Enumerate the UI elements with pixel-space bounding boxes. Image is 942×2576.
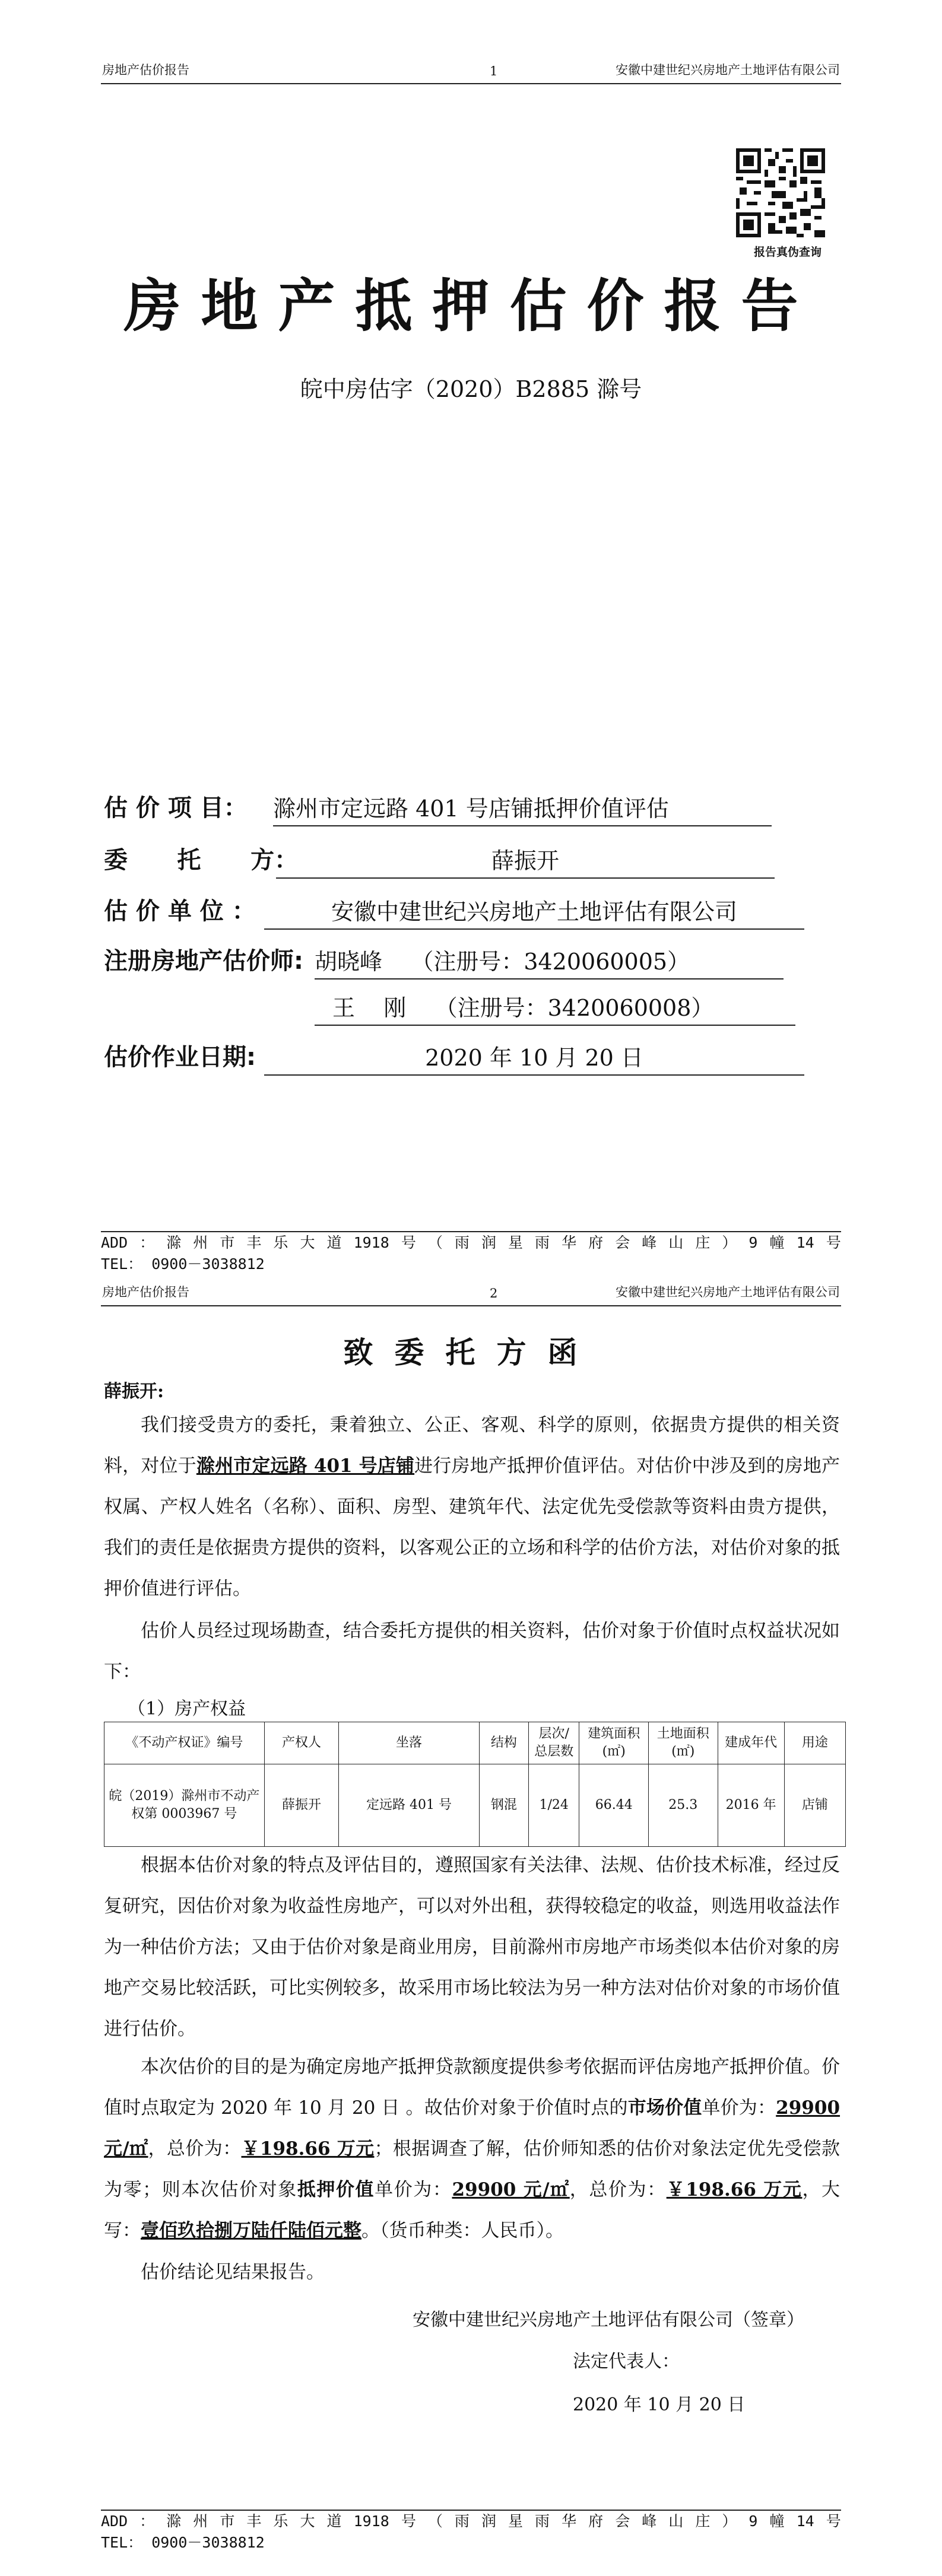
footer-address-part: 号 xyxy=(826,1234,841,1251)
footer-address-part: 会 xyxy=(615,2513,630,2530)
p4-i: 单价为： xyxy=(375,2179,452,2200)
page-header xyxy=(101,59,841,84)
signature-company: 安徽中建世纪兴房地产土地评估有限公司（签章） xyxy=(413,2310,804,2330)
letter-title: 致委托方函 xyxy=(343,1335,599,1370)
footer-address-part: 14 xyxy=(796,2513,814,2530)
footer-address-part: ： xyxy=(139,1234,155,1251)
paragraph-2: 估价人员经过现场勘查，结合委托方提供的相关资料，估价对象于价值时点权益状况如下： xyxy=(104,1620,840,1683)
footer-address-part: 滁 xyxy=(166,2513,182,2530)
footer-address-part: 丰 xyxy=(246,2513,262,2530)
p4-g: ；根据调查了解，估价师知悉的估价对象法定优先受偿款为零；则本次估价对象 xyxy=(104,2138,840,2200)
footer-address-part: 华 xyxy=(562,1234,577,1251)
p4-c: 单价为： xyxy=(702,2097,776,2119)
paragraph-1 xyxy=(104,1405,840,1610)
paragraph-5: 估价结论见结果报告。 xyxy=(141,2262,325,2283)
footer-address-part: 庄 xyxy=(695,1234,711,1251)
footer-address-part: 1918 xyxy=(353,2513,389,2530)
project-label: 估 价 项 目： xyxy=(104,794,248,822)
addressee: 薛振开: xyxy=(104,1381,164,1402)
property-rights-table xyxy=(104,1722,846,1847)
footer-address-part: 滁 xyxy=(166,1234,182,1251)
appraiser-2: 王 刚 （注册号：3420060008） xyxy=(315,990,795,1026)
page-footer xyxy=(101,2510,841,2553)
footer-address-part: 幢 xyxy=(769,2513,785,2530)
footer-address-part: 山 xyxy=(668,2513,684,2530)
date-label: 估价作业日期: xyxy=(104,1044,256,1071)
footer-address-part: 府 xyxy=(588,1234,604,1251)
footer-address-part: 大 xyxy=(300,1234,315,1251)
p4-o: 。（货币种类：人民币）。 xyxy=(361,2220,564,2241)
header-right: 安徽中建世纪兴房地产土地评估有限公司 xyxy=(616,63,840,77)
client-label xyxy=(104,841,299,875)
cell-land-area: 25.3 xyxy=(649,1764,718,1847)
col-location: 坐落 xyxy=(339,1722,479,1764)
footer-address-part: 9 xyxy=(748,2513,758,2530)
table-row xyxy=(104,1764,846,1847)
client-value: 薛振开 xyxy=(276,842,775,879)
cell-year: 2016 年 xyxy=(718,1764,784,1847)
signature-date: 2020 年 10 月 20 日 xyxy=(573,2394,746,2415)
p4-m: ，大写： xyxy=(104,2179,840,2241)
header-page-number: 1 xyxy=(490,64,498,78)
project-value: 滁州市定远路 401 号店铺抵押价值评估 xyxy=(273,790,772,826)
footer-address-part: 雨 xyxy=(535,2513,550,2530)
footer-address-part: ： xyxy=(139,2513,155,2530)
unit-label: 估 价 单 位 ： xyxy=(104,898,256,925)
date-value: 2020 年 10 月 20 日 xyxy=(264,1039,804,1076)
footer-address-part: 幢 xyxy=(769,1234,785,1251)
table-header-row xyxy=(104,1722,846,1764)
footer-address xyxy=(101,2511,841,2532)
col-year: 建成年代 xyxy=(718,1722,784,1764)
col-structure: 结构 xyxy=(479,1722,528,1764)
signature-representative: 法定代表人： xyxy=(573,2351,680,2372)
col-cert-no: 《不动产权证》编号 xyxy=(104,1722,265,1764)
cell-cert-no: 皖（2019）滁州市不动产权第 0003967 号 xyxy=(104,1764,265,1847)
p4-mortgage-unit-price: 29900 元/㎡ xyxy=(452,2179,570,2200)
cell-use: 店铺 xyxy=(784,1764,845,1847)
col-building-area: 建筑面积(㎡) xyxy=(579,1722,649,1764)
footer-address-part: 号 xyxy=(826,2513,841,2530)
footer-address-part: ADD xyxy=(101,2513,128,2530)
p4-mortgage-total: ￥198.66 万元 xyxy=(666,2179,803,2200)
col-land-area: 土地面积(㎡) xyxy=(649,1722,718,1764)
p1-text-a: 我们接受贵方的委托，秉着独立、公正、客观、科学的原则，依据贵方提供的相关资料，对位于 xyxy=(104,1414,840,1477)
footer-address-part: 大 xyxy=(300,2513,315,2530)
header-page-number: 2 xyxy=(490,1286,498,1300)
footer-address-part: 雨 xyxy=(454,2513,470,2530)
footer-address-part: 星 xyxy=(508,1234,524,1251)
appraiser-1: 胡晓峰 （注册号：3420060005） xyxy=(315,943,784,979)
footer-address-part: 1918 xyxy=(353,1234,389,1251)
footer-address-part: （ xyxy=(427,1234,443,1251)
cell-building-area: 66.44 xyxy=(579,1764,649,1847)
page-header xyxy=(101,1281,841,1306)
footer-address-part: 会 xyxy=(615,1234,630,1251)
footer-address-part: 州 xyxy=(193,1234,208,1251)
footer-address-part: 山 xyxy=(668,1234,684,1251)
qr-code-icon xyxy=(736,148,825,237)
report-title: 房地产抵押估价报告 xyxy=(123,273,819,339)
rights-subheading: （1）房产权益 xyxy=(128,1699,246,1719)
footer-address-part: 乐 xyxy=(273,2513,288,2530)
footer-address-part: ） xyxy=(722,2513,737,2530)
cell-location: 定远路 401 号 xyxy=(339,1764,479,1847)
paragraph-3: 根据本估价对象的特点及评估目的，遵照国家有关法律、法规、估价技术标准，经过反复研究，因估价对象为收益性房地产，可以对外出租，获得较稳定的收益，则选用收益法作为一种估价方法；又由于估价对象是商业用房，目前滁州市房地产市场类似本估价对象的房地产交易比较活跃，可比实例较多，故采用市场比较法为另一种方法对估价对象的市场价值进行估价。 xyxy=(104,1855,840,2040)
header-left: 房地产估价报告 xyxy=(102,63,189,77)
p4-market-value: 市场价值 xyxy=(627,2097,702,2119)
footer-address-part: 道 xyxy=(326,2513,342,2530)
client-label-text: 委 托 方： xyxy=(104,847,299,874)
page-footer xyxy=(101,1231,841,1275)
footer-address-part: 雨 xyxy=(454,1234,470,1251)
footer-address-part: 市 xyxy=(220,2513,235,2530)
footer-address-part: 州 xyxy=(193,2513,208,2530)
footer-address-part: 道 xyxy=(326,1234,342,1251)
footer-address-part: 号 xyxy=(401,1234,416,1251)
letter-page xyxy=(0,1281,942,2576)
cover-page xyxy=(0,0,942,1281)
cell-floors: 1/24 xyxy=(528,1764,579,1847)
footer-tel: TEL： 0900－3038812 xyxy=(101,2534,265,2551)
p1-text-c: 进行房地产抵押价值评估。对估价中涉及到的房地产权属、产权人姓名（名称）、面积、房型、建筑年代、法定优先受偿款等资料由贵方提供，我们的责任是依据贵方提供的资料，以客观公正的立场和科学的估价方法，对估价对象的抵押价值进行评估。 xyxy=(104,1455,840,1599)
footer-address-part: 润 xyxy=(481,2513,496,2530)
footer-address-part: 14 xyxy=(796,1234,814,1251)
footer-address-part: 星 xyxy=(508,2513,524,2530)
footer-address-part: ADD xyxy=(101,1234,128,1251)
footer-address-part: 庄 xyxy=(695,2513,711,2530)
unit-value: 安徽中建世纪兴房地产土地评估有限公司 xyxy=(264,893,804,930)
footer-address-part: 华 xyxy=(562,2513,577,2530)
footer-address-part: 峰 xyxy=(642,2513,657,2530)
footer-address-part: 市 xyxy=(220,1234,235,1251)
p4-amount-in-words: 壹佰玖拾捌万陆仟陆佰元整 xyxy=(141,2220,361,2241)
p4-a: 本次估价的目的是为确定房地产抵押贷款额度提供参考依据而评估房地产抵押价值。价值时点取定为 2020 年 10 月 20 日 。故估价对象于价值时点的 xyxy=(104,2056,840,2119)
footer-address-part: 乐 xyxy=(273,1234,288,1251)
col-use: 用途 xyxy=(784,1722,845,1764)
footer-address-part: 雨 xyxy=(535,1234,550,1251)
footer-address-part: 号 xyxy=(401,2513,416,2530)
footer-address-part: 润 xyxy=(481,1234,496,1251)
appraiser-label: 注册房地产估价师: xyxy=(104,947,303,975)
header-right: 安徽中建世纪兴房地产土地评估有限公司 xyxy=(616,1285,840,1299)
footer-address-part: 峰 xyxy=(642,1234,657,1251)
p4-market-total: ￥198.66 万元 xyxy=(241,2138,375,2160)
p4-e: ，总价为： xyxy=(148,2138,242,2160)
p4-k: ，总价为： xyxy=(569,2179,667,2200)
document-number: 皖中房估字（2020）B2885 滁号 xyxy=(300,376,642,402)
p4-mortgage-value: 抵押价值 xyxy=(297,2179,375,2200)
col-owner: 产权人 xyxy=(264,1722,338,1764)
footer-tel: TEL： 0900－3038812 xyxy=(101,1255,265,1273)
p4-market-unit-price: 29900 元/㎡ xyxy=(104,2097,840,2160)
qr-caption: 报告真伪查询 xyxy=(754,246,822,259)
footer-address-part: 府 xyxy=(588,2513,604,2530)
footer-address-part: （ xyxy=(427,2513,443,2530)
footer-address-part: ） xyxy=(722,1234,737,1251)
p1-address: 滁州市定远路 401 号店铺 xyxy=(196,1455,415,1477)
cell-owner: 薛振开 xyxy=(264,1764,338,1847)
cell-structure: 钢混 xyxy=(479,1764,528,1847)
header-left: 房地产估价报告 xyxy=(102,1285,189,1299)
col-floors: 层次/总层数 xyxy=(528,1722,579,1764)
footer-address-part: 丰 xyxy=(246,1234,262,1251)
footer-address xyxy=(101,1232,841,1254)
paragraph-4 xyxy=(104,2047,840,2251)
footer-address-part: 9 xyxy=(748,1234,758,1251)
